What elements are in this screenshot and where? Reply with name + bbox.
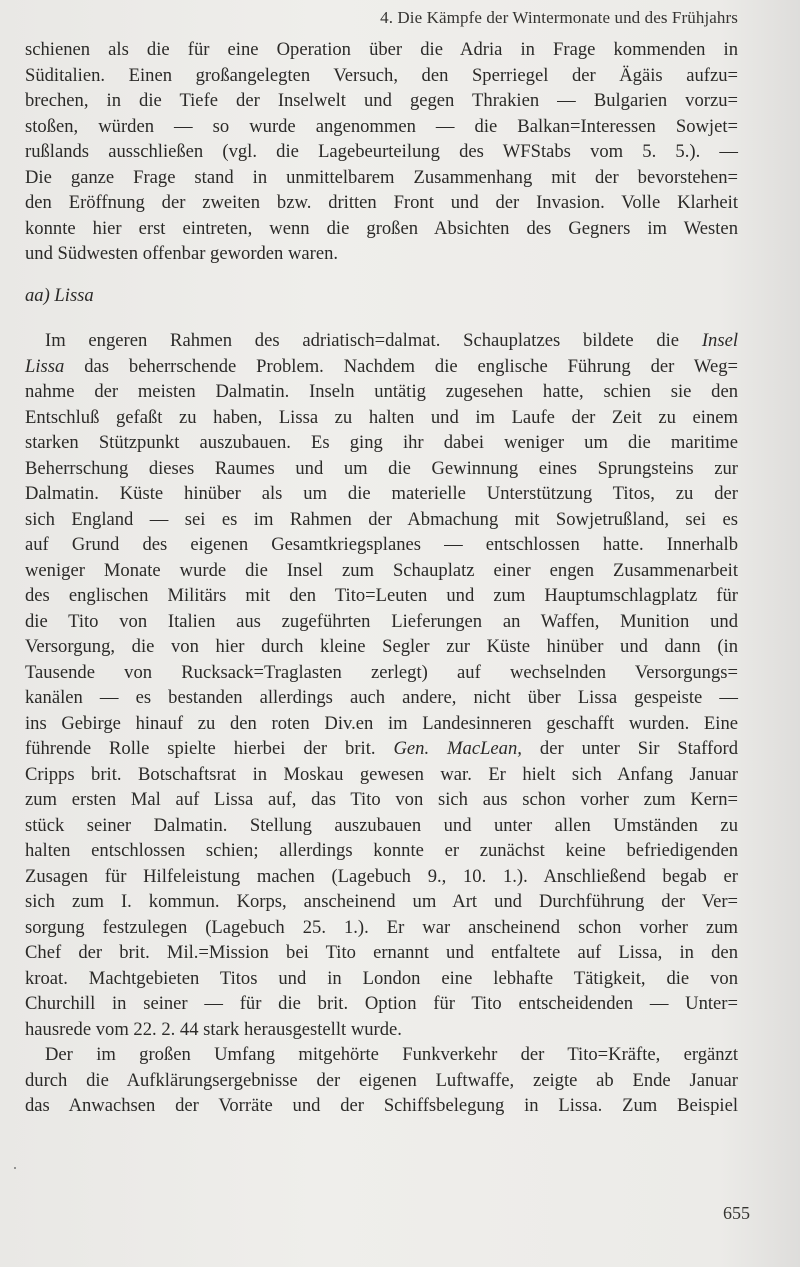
emphasis: Gen. MacLean, [393,738,522,759]
text-line: durch die Aufklärungsergebnisse der eigenen Luftwaffe, zeigte ab Ende Januar [25,1069,738,1091]
text-line: stoßen, würden — so wurde angenommen — die Balkan=Interessen Sowjet= [25,115,738,137]
text-line: rußlands ausschließen (vgl. die Lagebeurteilung des WFStabs vom 5. 5.). — [25,141,738,162]
paragraph-1 [25,37,738,267]
text-line: und Südwesten offenbar geworden waren. [25,243,339,264]
text-run: führende Rolle spielte hierbei der brit. [25,738,394,759]
text-run: Im engeren Rahmen des adriatisch=dalmat. Schauplatzes bildete die [45,330,702,351]
page-number: 655 [723,1203,750,1223]
text-line: Chef der brit. Mil.=Mission bei Tito ernannt und entfaltete auf Lissa, in den [25,942,738,963]
text-line: den Eröffnung der zweiten bzw. dritten Front und der Invasion. Volle Klarheit [25,192,738,213]
text-line: Versorgung, die von hier durch kleine Segler zur Küste hinüber und dann (in [25,636,738,657]
text-line: Entschluß gefaßt zu haben, Lissa zu halten und im Laufe der Zeit zu einem [25,406,738,428]
spacer [25,308,738,328]
text-line: starken Stützpunkt auszubauen. Es ging ihr dabei weniger um die maritime [25,432,738,453]
spacer [25,267,738,283]
text-line: Die ganze Frage stand in unmittelbarem Zusammenhang mit der bevorstehen= [25,166,738,188]
text-line: sorgung festzulegen (Lagebuch 25. 1.). Er war anscheinend schon vorher zum [25,916,738,938]
text-run: der unter Sir Stafford [521,738,738,759]
text-line: hausrede vom 22. 2. 44 stark herausgestellt wurde. [25,1018,402,1040]
text-line: konnte hier erst eintreten, wenn die großen Absichten des Gegners im Westen [25,217,738,239]
text-line: nahme der meisten Dalmatin. Inseln untätig zugesehen hatte, schien sie den [25,381,738,402]
text-line: stück seiner Dalmatin. Stellung auszubauen und unter allen Umständen zu [25,814,738,836]
text-line [25,354,738,380]
text-line: Churchill in seiner — für die brit. Option für Tito entscheidenden — Unter= [25,993,738,1014]
text-line: sich zum I. kommun. Korps, anscheinend um Art und Durchführung der Ver= [25,891,738,912]
text-line: kanälen — es bestanden allerdings auch andere, nicht über Lissa gespeiste — [25,687,738,708]
text-line [25,328,738,354]
text-line: Dalmatin. Küste hinüber als um die materielle Unterstützung Titos, zu der [25,483,738,504]
text-run: das beherrschende Problem. Nachdem die englische Führung der Weg= [64,355,738,377]
text-line: Der im großen Umfang mitgehörte Funkverkehr der Tito=Kräfte, ergänzt [45,1044,738,1065]
text-line: halten entschlossen schien; allerdings konnte er zunächst keine befriedigenden [25,840,738,861]
running-head: 4. Die Kämpfe der Wintermonate und des Frühjahrs [380,8,738,27]
text-line: Cripps brit. Botschaftsrat in Moskau gewesen war. Er hielt sich Anfang Januar [25,763,738,785]
text-line: das Anwachsen der Vorräte und der Schiffsbelegung in Lissa. Zum Beispiel [25,1095,738,1116]
text-line: die Tito von Italien aus zugeführten Lieferungen an Waffen, Munition und [25,610,738,632]
section-heading: aa) Lissa [25,284,94,306]
text-line: Beherrschung dieses Raumes und um die Gewinnung eines Sprungsteins zur [25,457,738,479]
text-line: des englischen Militärs mit den Tito=Leuten und zum Hauptumschlagplatz für [25,585,738,606]
emphasis: Insel [701,330,738,351]
text-line: weniger Monate wurde die Insel zum Schauplatz einer engen Zusammenarbeit [25,559,738,581]
text-line: auf Grund des eigenen Gesamtkriegsplanes — entschlossen hatte. Innerhalb [25,534,738,555]
paragraph-2 [25,328,738,1042]
paragraph-3 [25,1042,738,1119]
text-line: Zusagen für Hilfeleistung machen (Lagebuch 9., 10. 1.). Anschließend begab er [25,865,738,887]
text-line: Süditalien. Einen großangelegten Versuch, den Sperriegel der Ägäis aufzu= [25,64,738,86]
text-line: kroat. Machtgebieten Titos und in London eine lebhafte Tätigkeit, die von [25,967,738,989]
text-line: zum ersten Mal auf Lissa auf, das Tito von sich aus schon vorher zum Kern= [25,789,738,810]
emphasis: Lissa [25,355,65,377]
page-body [25,37,738,1119]
text-line: ins Gebirge hinauf zu den roten Div.en im Landesinneren geschafft wurden. Eine [25,712,738,734]
scan-speck [14,1167,16,1169]
text-line [25,736,738,762]
text-line: schienen als die für eine Operation über die Adria in Frage kommenden in [25,39,738,60]
text-line: brechen, in die Tiefe der Inselwelt und gegen Thrakien — Bulgarien vorzu= [25,90,738,111]
text-line: Tausende von Rucksack=Traglasten zerlegt) auf wechselnden Versorgungs= [25,661,738,683]
text-line: sich England — sei es im Rahmen der Abmachung mit Sowjetrußland, sei es [25,508,738,530]
